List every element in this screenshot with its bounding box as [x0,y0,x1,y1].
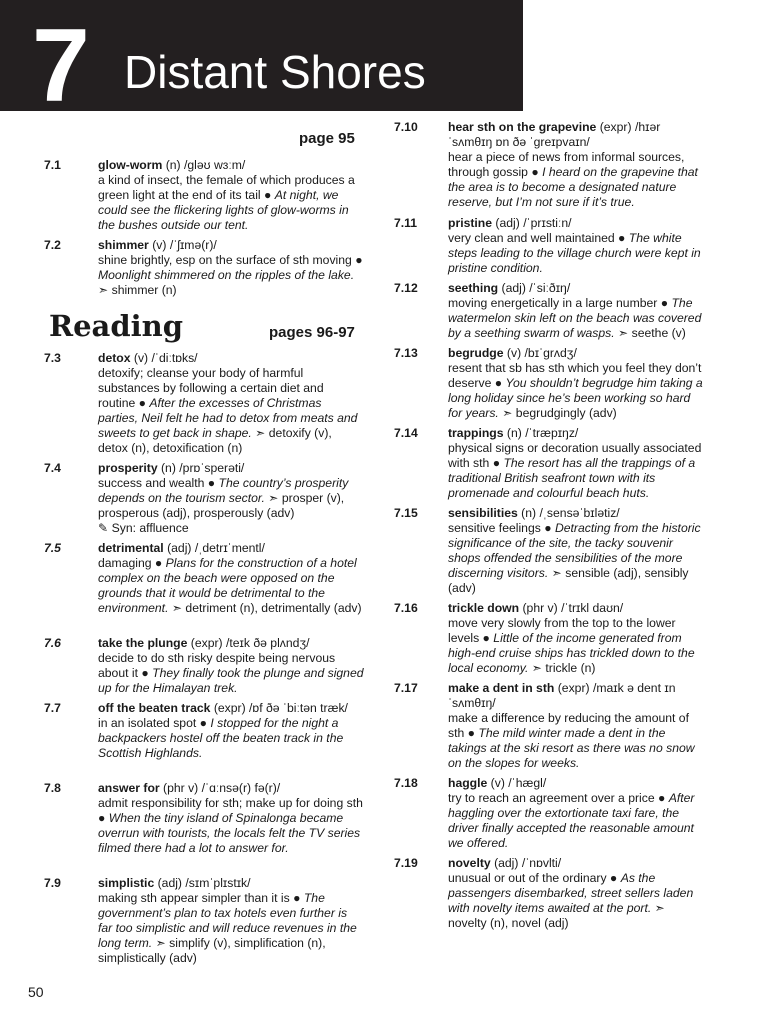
headword: pristine [448,216,493,230]
part-of-speech: (v) [133,351,149,365]
part-of-speech: (v) [152,238,167,252]
example: You shouldn’t begrudge him taking a long holiday since he’s been working so hard for years. [448,376,703,420]
definition: resent that sb has sth which you feel they don’t deserve ● [448,361,702,390]
definition: hear a piece of news from informal sources, through gossip ● [448,150,685,179]
definition: very clean and well maintained ● [448,231,629,245]
pronunciation: /bɪˈɡrʌdʒ/ [524,346,577,360]
vocab-entry [44,158,364,233]
vocab-entry [44,701,364,761]
example: Little of the income generated from high-end cruise ships has trickled down to the local economy. [448,631,695,675]
example: They finally took the plunge and signed up for the Himalayan trek. [98,666,364,695]
part-of-speech: (expr) [599,120,632,134]
part-of-speech: (adj) [501,281,526,295]
pronunciation: /hɪər ˈsʌmθɪŋ ɒn ðə ˈɡreɪpvaɪn/ [448,120,661,149]
example: The watermelon skin left on the beach was covered by a seething swarm of wasps. [448,296,702,340]
pronunciation: /ɡləʊ wɜːm/ [184,158,246,172]
chapter-banner [0,0,523,124]
part-of-speech: (phr v) [163,781,199,795]
vocab-entry [394,506,704,596]
related-forms: ➣ trickle (n) [528,661,596,675]
vocab-entry [394,216,704,276]
entry-number: 7.7 [44,701,61,715]
part-of-speech: (expr) [213,701,246,715]
definition: admit responsibility for sth; make up for doing sth ● [98,796,363,825]
headword: trappings [448,426,504,440]
headword: trickle down [448,601,520,615]
part-of-speech: (n) [165,158,181,172]
pronunciation: /ˈʃɪmə(r)/ [169,238,217,252]
pronunciation: /teɪk ðə plʌndʒ/ [226,636,310,650]
definition: detoxify; cleanse your body of harmful substances by following a certain diet and routine ● [98,366,324,410]
related-forms: ➣ novelty (n), novel (adj) [448,901,665,930]
vocab-entry [394,346,704,421]
headword: detox [98,351,131,365]
vocab-entry [44,781,364,856]
pronunciation: /ˈdiːtɒks/ [151,351,198,365]
definition: in an isolated spot ● [98,716,211,730]
part-of-speech: (n) [521,506,537,520]
entry-number: 7.8 [44,781,61,795]
headword: glow-worm [98,158,163,172]
definition: sensitive feelings ● [448,521,555,535]
example: After the excesses of Christmas parties, Neil felt he had to detox from meats and sweets to get back in shape. [98,396,358,440]
part-of-speech: (n) [506,426,522,440]
related-forms: ➣ seethe (v) [614,326,686,340]
related-forms: ➣ shimmer (n) [98,283,177,297]
entry-number: 7.14 [394,426,418,440]
headword: simplistic [98,876,155,890]
example: At night, we could see the flickering lights of glow-worms in the bushes outside our tent. [98,188,349,232]
entry-number: 7.5 [44,541,61,555]
pronunciation: /ˌdetrɪˈmentl/ [194,541,265,555]
pronunciation: /ˈnɒvlti/ [521,856,562,870]
pronunciation: /ˈtrɪkl daʊn/ [561,601,624,615]
headword: detrimental [98,541,164,555]
part-of-speech: (n) [161,461,176,475]
example: The country’s prosperity depends on the tourism sector. [98,476,349,505]
entry-number: 7.12 [394,281,418,295]
entry-number: 7.13 [394,346,418,360]
related-forms: ➣ prosper (v), prosperous (adj), prosperously (adv) [98,491,345,520]
entry-number: 7.1 [44,158,61,172]
pronunciation: /ˈprɪstiːn/ [523,216,572,230]
headword: novelty [448,856,491,870]
headword: take the plunge [98,636,188,650]
section-title: Reading [49,309,183,343]
headword: seething [448,281,499,295]
part-of-speech: (adj) [167,541,192,555]
example: The mild winter made a dent in the takings at the ski resort as there was no snow on the slopes for weeks. [448,726,695,770]
page-reference: page 95 [299,130,355,147]
definition: try to reach an agreement over a price ● [448,791,669,805]
part-of-speech: (v) [490,776,505,790]
definition: damaging ● [98,556,166,570]
headword: off the beaten track [98,701,211,715]
pronunciation: /ˈhæɡl/ [508,776,547,790]
definition: make a difference by reducing the amount of sth ● [448,711,689,740]
part-of-speech: (adj) [494,856,519,870]
example: I heard on the grapevine that the area is to become a designated nature reserve, but I’m not sure if it’s true. [448,165,698,209]
definition: success and wealth ● [98,476,219,490]
chapter-number: 7 [32,8,88,124]
related-forms: ➣ sensible (adj), sensibly (adv) [448,566,689,595]
headword: shimmer [98,238,149,252]
part-of-speech: (adj) [157,876,182,890]
entry-number: 7.18 [394,776,418,790]
vocab-entry [44,541,364,616]
vocab-entry [394,120,704,210]
definition: physical signs or decoration usually associated with sth ● [448,441,702,470]
pronunciation: /ˌsensəˈbɪlətiz/ [539,506,620,520]
headword: make a dent in sth [448,681,555,695]
example: The government’s plan to tax hotels even further is far too simplistic and will reduce revenues in the long term. [98,891,357,950]
pronunciation: /ˈɑːnsə(r) fə(r)/ [201,781,281,795]
example: Moonlight shimmered on the ripples of the lake. [98,268,355,282]
part-of-speech: (expr) [557,681,590,695]
headword: answer for [98,781,160,795]
example: Detracting from the historic significance of the site, the tacky souvenir shops offended the sensibilities of the more discerning visitors. [448,521,701,580]
pronunciation: /ˈtræpɪŋz/ [525,426,579,440]
synonym-note: ✎ Syn: affluence [98,521,189,535]
pronunciation: /ɒf ðə ˈbiːtən træk/ [249,701,348,715]
vocab-entry [44,636,364,696]
entry-number: 7.9 [44,876,61,890]
entry-number: 7.3 [44,351,61,365]
definition: decide to do sth risky despite being nervous about it ● [98,651,336,680]
related-forms: ➣ begrudgingly (adv) [498,406,617,420]
entry-number: 7.17 [394,681,418,695]
vocab-entry [44,351,364,456]
example: When the tiny island of Spinalonga became overrun with tourists, the locals felt the TV series filmed there had a lot to answer for. [98,811,361,855]
definition: move very slowly from the top to the lower levels ● [448,616,676,645]
vocab-entry [44,238,364,298]
entry-number: 7.16 [394,601,418,615]
vocab-entry [394,776,704,851]
headword: haggle [448,776,488,790]
vocab-entry [44,876,364,966]
headword: hear sth on the grapevine [448,120,597,134]
entry-number: 7.10 [394,120,418,134]
headword: begrudge [448,346,504,360]
section-page-reference: pages 96-97 [269,324,355,341]
related-forms: ➣ detoxify (v), detox (n), detoxification (n) [98,426,332,455]
vocab-entry [394,426,704,501]
definition: unusual or out of the ordinary ● [448,871,621,885]
headword: prosperity [98,461,158,475]
pronunciation: /ˈsiːðɪŋ/ [529,281,571,295]
definition: a kind of insect, the female of which produces a green light at the end of its tail ● [98,173,355,202]
example: The white steps leading to the village church were kept in pristine condition. [448,231,701,275]
pronunciation: /sɪmˈplɪstɪk/ [185,876,251,890]
vocab-entry [44,461,364,536]
vocab-entry [394,601,704,676]
entry-number: 7.19 [394,856,418,870]
vocab-entry [394,681,704,771]
related-forms: ➣ detriment (n), detrimentally (adv) [168,601,362,615]
example: I stopped for the night a backpackers hostel off the beaten track in the Scottish Highlands. [98,716,344,760]
vocab-entry [394,281,704,341]
part-of-speech: (phr v) [522,601,558,615]
example: Plans for the construction of a hotel complex on the beach were opposed on the grounds that it would be detrimental to the environment. [98,556,357,615]
part-of-speech: (expr) [190,636,223,650]
chapter-title: Distant Shores [124,46,426,98]
definition: moving energetically in a large number ● [448,296,672,310]
entry-number: 7.11 [394,216,418,230]
vocab-entry [394,856,704,931]
entry-number: 7.4 [44,461,61,475]
headword: sensibilities [448,506,518,520]
definition: shine brightly, esp on the surface of sth moving ● [98,253,363,267]
pronunciation: /maɪk ə dent ɪn ˈsʌmθɪŋ/ [448,681,676,710]
part-of-speech: (adj) [495,216,520,230]
definition: making sth appear simpler than it is ● [98,891,304,905]
pronunciation: /prɒˈsperəti/ [179,461,245,475]
page-number: 50 [28,984,44,1000]
example: As the passengers disembarked, street sellers laden with novelty items awaited at the port. [448,871,694,915]
entry-number: 7.15 [394,506,418,520]
example: The resort has all the trappings of a traditional British seafront town with its promenade and colourful beach huts. [448,456,696,500]
part-of-speech: (v) [506,346,522,360]
example: After haggling over the extortionate taxi fare, the driver finally accepted the reasonable amount we offered. [448,791,695,850]
entry-number: 7.2 [44,238,61,252]
related-forms: ➣ simplify (v), simplification (n), simplistically (adv) [98,936,326,965]
entry-number: 7.6 [44,636,61,650]
